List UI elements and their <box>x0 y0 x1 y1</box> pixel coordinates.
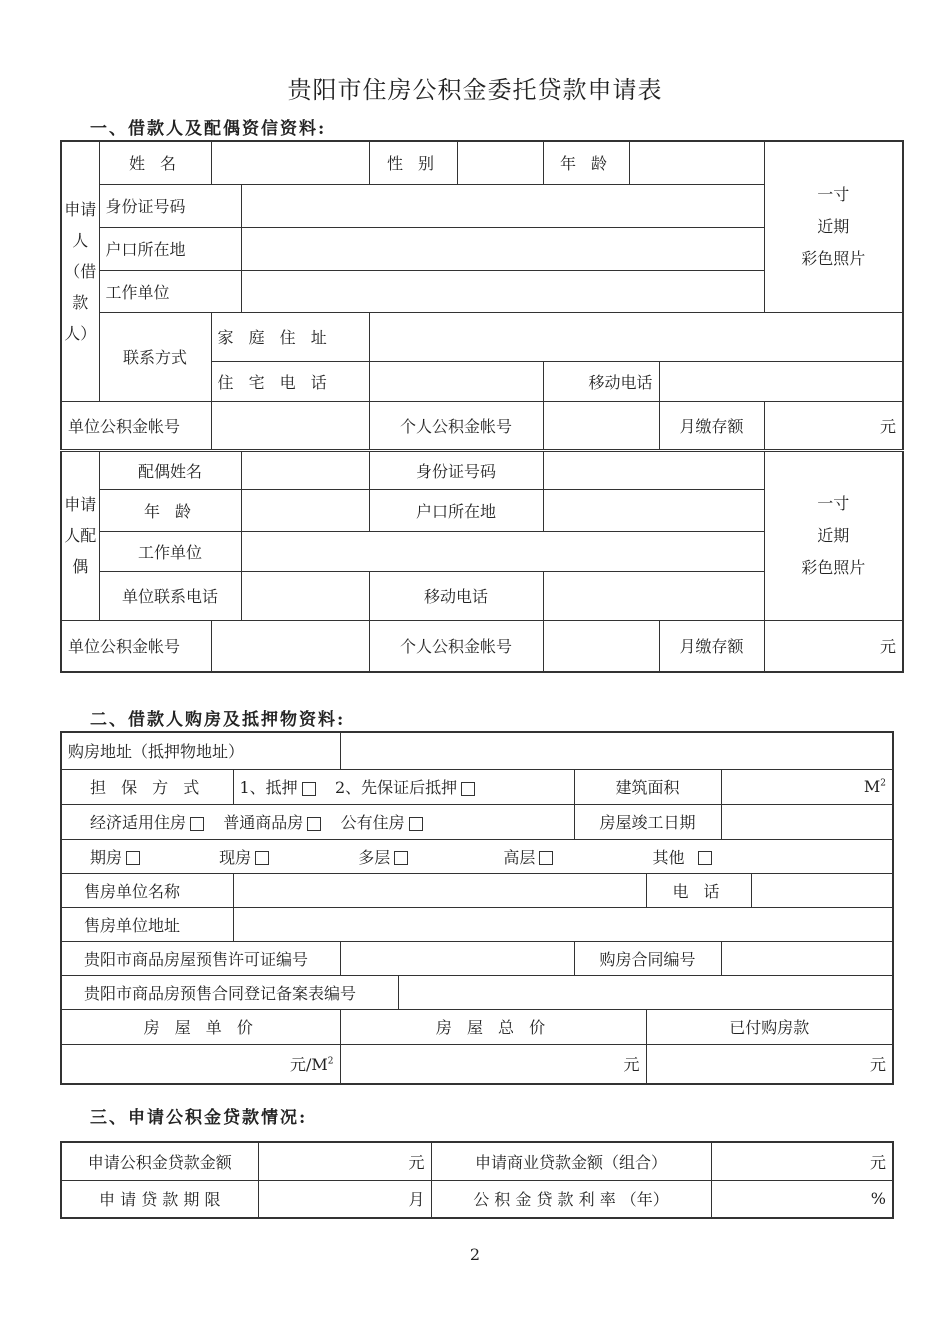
spouse-personal-fund-label: 个人公积金帐号 <box>369 620 543 672</box>
contract-no-field[interactable] <box>721 941 893 975</box>
contract-filing-field[interactable] <box>398 975 893 1009</box>
spouse-mobile-field[interactable] <box>543 571 764 620</box>
commercial-housing-checkbox[interactable] <box>307 817 321 831</box>
photo-text-3: 彩色照片 <box>801 248 866 268</box>
seller-address-label: 售房单位地址 <box>61 907 233 941</box>
loan-rate-label: 公 积 金 贷 款 利 率 （年） <box>431 1180 711 1218</box>
spouse-unit-fund-field[interactable] <box>211 620 369 672</box>
spouse-mobile-label: 移动电话 <box>369 571 543 620</box>
commercial-housing-label: 普通商品房 <box>223 813 304 832</box>
spouse-group-label: 申请人配偶 <box>61 450 99 620</box>
fund-amount-field[interactable]: 元 <box>258 1142 431 1180</box>
paid-label: 已付购房款 <box>646 1009 893 1044</box>
borrower-group-label: 申请人（借款人） <box>61 141 99 401</box>
guarantee-options <box>233 769 574 804</box>
borrower-unit-fund-label: 单位公积金帐号 <box>61 401 211 450</box>
public-housing-checkbox[interactable] <box>409 817 423 831</box>
borrower-photo-box <box>764 141 903 312</box>
borrower-age-label: 年 龄 <box>543 141 629 184</box>
borrower-contact-label: 联系方式 <box>99 312 211 401</box>
completion-date-field[interactable] <box>721 804 893 839</box>
spouse-id-field[interactable] <box>543 450 764 489</box>
seller-phone-field[interactable] <box>751 873 893 907</box>
spouse-monthly-label: 月缴存额 <box>659 620 764 672</box>
high-rise-checkbox[interactable] <box>539 851 553 865</box>
other-label: 其他 <box>652 847 685 867</box>
form-title: 贵阳市住房公积金委托贷款申请表 <box>287 76 663 104</box>
borrower-age-field[interactable] <box>629 141 764 184</box>
housing-type-options <box>61 804 574 839</box>
borrower-name-label: 姓 名 <box>99 141 211 184</box>
mortgage-checkbox[interactable] <box>302 782 316 796</box>
multi-storey-checkbox[interactable] <box>394 851 408 865</box>
seller-address-field[interactable] <box>233 907 893 941</box>
seller-phone-label: 电 话 <box>646 873 751 907</box>
contract-filing-label: 贵阳市商品房预售合同登记备案表编号 <box>61 975 398 1009</box>
borrower-mobile-field[interactable] <box>659 361 903 401</box>
economic-housing-checkbox[interactable] <box>190 817 204 831</box>
presale-permit-label: 贵阳市商品房屋预售许可证编号 <box>61 941 340 975</box>
floor-area-label: 建筑面积 <box>574 769 721 804</box>
loan-rate-field[interactable]: % <box>711 1180 893 1218</box>
spouse-hukou-field[interactable] <box>543 489 764 531</box>
section-3-heading: 三、申请公积金贷款情况: <box>90 1108 308 1128</box>
home-address-field[interactable] <box>369 312 903 361</box>
existing-label: 现房 <box>219 847 252 867</box>
spouse-employer-field[interactable] <box>241 531 764 571</box>
photo-text-2: 近期 <box>817 525 850 545</box>
opt-mortgage-label: 1、抵押 <box>239 778 298 797</box>
borrower-mobile-label: 移动电话 <box>543 361 659 401</box>
guarantee-first-checkbox[interactable] <box>461 782 475 796</box>
home-phone-field[interactable] <box>369 361 543 401</box>
opt-guarantee-label: 2、先保证后抵押 <box>334 778 458 797</box>
borrower-spouse-table <box>60 140 904 673</box>
section-2-heading: 二、借款人购房及抵押物资料: <box>90 710 346 730</box>
commercial-amount-field[interactable]: 元 <box>711 1142 893 1180</box>
property-address-label: 购房地址（抵押物地址） <box>61 732 340 769</box>
spouse-monthly-field[interactable]: 元 <box>764 620 903 672</box>
borrower-gender-field[interactable] <box>457 141 543 184</box>
borrower-id-label: 身份证号码 <box>99 184 241 227</box>
contract-no-label: 购房合同编号 <box>574 941 721 975</box>
property-address-field[interactable] <box>340 732 893 769</box>
spouse-employer-label: 工作单位 <box>99 531 241 571</box>
total-price-label: 房 屋 总 价 <box>340 1009 646 1044</box>
presale-permit-field[interactable] <box>340 941 574 975</box>
existing-checkbox[interactable] <box>255 851 269 865</box>
borrower-hukou-field[interactable] <box>241 227 764 270</box>
loan-term-label: 申 请 贷 款 期 限 <box>61 1180 258 1218</box>
completion-date-label: 房屋竣工日期 <box>574 804 721 839</box>
loan-term-field[interactable]: 月 <box>258 1180 431 1218</box>
spouse-photo-box <box>764 450 903 620</box>
spouse-hukou-label: 户口所在地 <box>369 489 543 531</box>
spouse-work-phone-label: 单位联系电话 <box>99 571 241 620</box>
spouse-unit-fund-label: 单位公积金帐号 <box>61 620 211 672</box>
borrower-personal-fund-label: 个人公积金帐号 <box>369 401 543 450</box>
commercial-amount-label: 申请商业贷款金额（组合） <box>431 1142 711 1180</box>
high-rise-label: 高层 <box>503 847 536 867</box>
borrower-hukou-label: 户口所在地 <box>99 227 241 270</box>
home-phone-label: 住 宅 电 话 <box>211 361 369 401</box>
section-1-heading: 一、借款人及配偶资信资料: <box>90 119 327 139</box>
photo-text-1: 一寸 <box>817 493 850 513</box>
borrower-gender-label: 性 别 <box>369 141 457 184</box>
photo-text-2: 近期 <box>817 216 850 236</box>
seller-name-field[interactable] <box>233 873 646 907</box>
spouse-id-label: 身份证号码 <box>369 450 543 489</box>
property-table <box>60 731 894 1085</box>
borrower-monthly-field[interactable]: 元 <box>764 401 903 450</box>
unit-price-unit: 元/M <box>290 1055 328 1075</box>
spouse-name-field[interactable] <box>241 450 369 489</box>
building-type-options <box>61 839 893 873</box>
spouse-name-label: 配偶姓名 <box>99 450 241 489</box>
loan-table <box>60 1141 894 1219</box>
area-unit-sup: 2 <box>880 778 887 789</box>
photo-text-3: 彩色照片 <box>801 557 866 577</box>
seller-name-label: 售房单位名称 <box>61 873 233 907</box>
photo-text-1: 一寸 <box>817 184 850 204</box>
borrower-personal-fund-field[interactable] <box>543 401 659 450</box>
page-number: 2 <box>469 1245 481 1264</box>
presale-checkbox[interactable] <box>126 851 140 865</box>
economic-housing-label: 经济适用住房 <box>90 813 187 832</box>
floor-area-field[interactable] <box>721 769 893 804</box>
unit-price-field[interactable] <box>61 1044 340 1084</box>
borrower-unit-fund-field[interactable] <box>211 401 369 450</box>
guarantee-label: 担 保 方 式 <box>61 769 233 804</box>
unit-price-sup: 2 <box>327 1056 334 1067</box>
spouse-work-phone-field[interactable] <box>241 571 369 620</box>
borrower-monthly-label: 月缴存额 <box>659 401 764 450</box>
public-housing-label: 公有住房 <box>340 813 405 832</box>
other-checkbox[interactable] <box>698 851 712 865</box>
area-unit: M <box>863 777 881 796</box>
total-price-field[interactable]: 元 <box>340 1044 646 1084</box>
spouse-personal-fund-field[interactable] <box>543 620 659 672</box>
paid-field[interactable]: 元 <box>646 1044 893 1084</box>
presale-label: 期房 <box>90 847 123 867</box>
spouse-age-field[interactable] <box>241 489 369 531</box>
borrower-employer-field[interactable] <box>241 270 764 312</box>
unit-price-label: 房 屋 单 价 <box>61 1009 340 1044</box>
borrower-name-field[interactable] <box>211 141 369 184</box>
multi-storey-label: 多层 <box>358 847 391 867</box>
borrower-id-field[interactable] <box>241 184 764 227</box>
home-address-label: 家 庭 住 址 <box>211 312 369 361</box>
spouse-age-label: 年 龄 <box>99 489 241 531</box>
fund-amount-label: 申请公积金贷款金额 <box>61 1142 258 1180</box>
borrower-employer-label: 工作单位 <box>99 270 241 312</box>
